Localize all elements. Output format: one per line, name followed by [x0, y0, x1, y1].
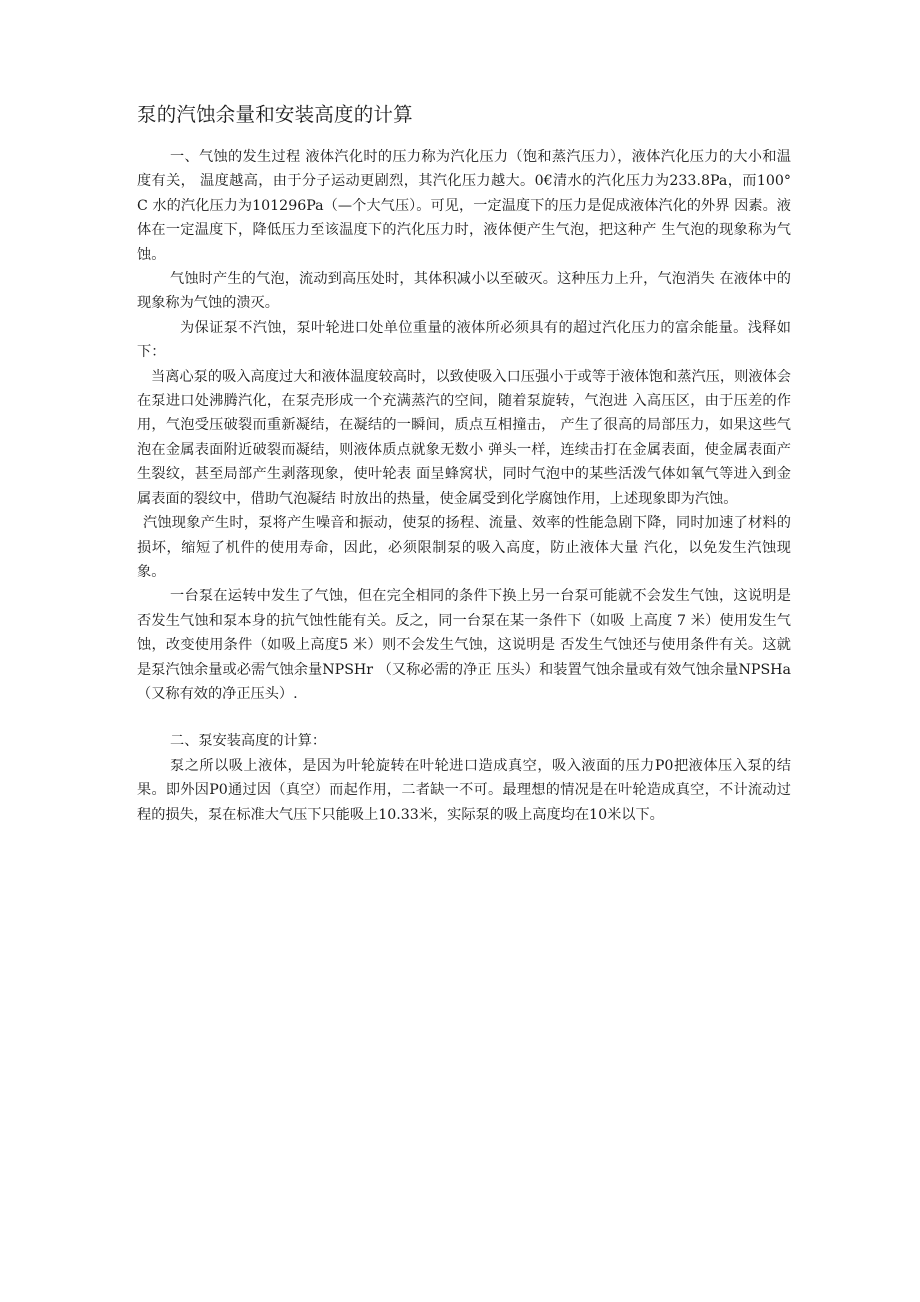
paragraph-npshr-npsha: 一台泵在运转中发生了气蚀，但在完全相同的条件下换上另一台泵可能就不会发生气蚀，这说明是否发生气蚀和泵本身的抗气蚀性能有关。反之，同一台泵在某一条件下（如吸 上高度 7 米）使用发生气蚀，改变使用条件（如吸上高度5 米）则不会发生气蚀，这说明是 否发生气蚀还与使用条件有关。这就是泵汽蚀余量或必需气蚀余量NPSHr （又称必需的净正 压头）和装置气蚀余量或有效气蚀余量NPSHa （又称有效的净正压头）.	[137, 588, 791, 702]
section-spacer	[137, 706, 791, 729]
paragraph-suction-height: 泵之所以吸上液体，是因为叶轮旋转在叶轮进口造成真空，吸入液面的压力P0把液体压入泵的结果。即外因P0通过因（真空）而起作用，二者缺一不可。最理想的情况是在叶轮造成真空，不计流动过程的损失，泵在标准大气压下只能吸上10.33米，实际泵的吸上高度均在10米以下。	[137, 757, 791, 823]
paragraph-cavitation-process: 一、气蚀的发生过程 液体汽化时的压力称为汽化压力（饱和蒸汽压力），液体汽化压力的大小和温度有关， 温度越高，由于分子运动更剧烈，其汽化压力越大。0€清水的汽化压力为233.8Pa，而100° C 水的汽化压力为101296Pa（—个大气压）。可见，一定温度下的压力是促成液体汽化的外界 因素。液体在一定温度下，降低压力至该温度下的汽化压力时，液体便产生气泡，把这种产 生气泡的现象称为气蚀。	[137, 149, 791, 263]
section-heading-installation-height: 二、泵安装高度的计算：	[170, 733, 327, 750]
paragraph-cavitation-effects: 汽蚀现象产生时，泵将产生噪音和振动，使泵的扬程、流量、效率的性能急剧下降，同时加速了材料的损坏，缩短了机件的使用寿命，因此，必须限制泵的吸入高度，防止液体大量 汽化，以免发生汽蚀现象。	[137, 515, 791, 580]
paragraph-npsh-definition: 为保证泵不汽蚀，泵叶轮进口处单位重量的液体所必须具有的超过汽化压力的富余能量。浅释如下：	[137, 319, 791, 361]
paragraph-cavitation-collapse: 气蚀时产生的气泡，流动到高压处时，其体积减小以至破灭。这种压力上升，气泡消失 在液体中的现象称为气蚀的溃灭。	[137, 271, 791, 312]
document-body	[137, 145, 791, 827]
document-title: 泵的汽蚀余量和安装高度的计算	[137, 103, 413, 126]
paragraph-cavitation-mechanism: 当离心泵的吸入高度过大和液体温度较高时，以致使吸入口压强小于或等于液体饱和蒸汽压，则液体会在泵进口处沸腾汽化，在泵壳形成一个充满蒸汽的空间，随着泵旋转，气泡进 入高压区，由于压差的作用，气泡受压破裂而重新凝结，在凝结的一瞬间，质点互相撞击， 产生了很高的局部压力，如果这些气泡在金属表面附近破裂而凝结，则液体质点就象无数小 弹头一样，连续击打在金属表面，使金属表面产生裂纹，甚至局部产生剥落现象，使叶轮表 面呈蜂窝状，同时气泡中的某些活泼气体如氧气等进入到金属表面的裂纹中，借助气泡凝结 时放出的热量，使金属受到化学腐蚀作用，上述现象即为汽蚀。	[137, 368, 791, 507]
